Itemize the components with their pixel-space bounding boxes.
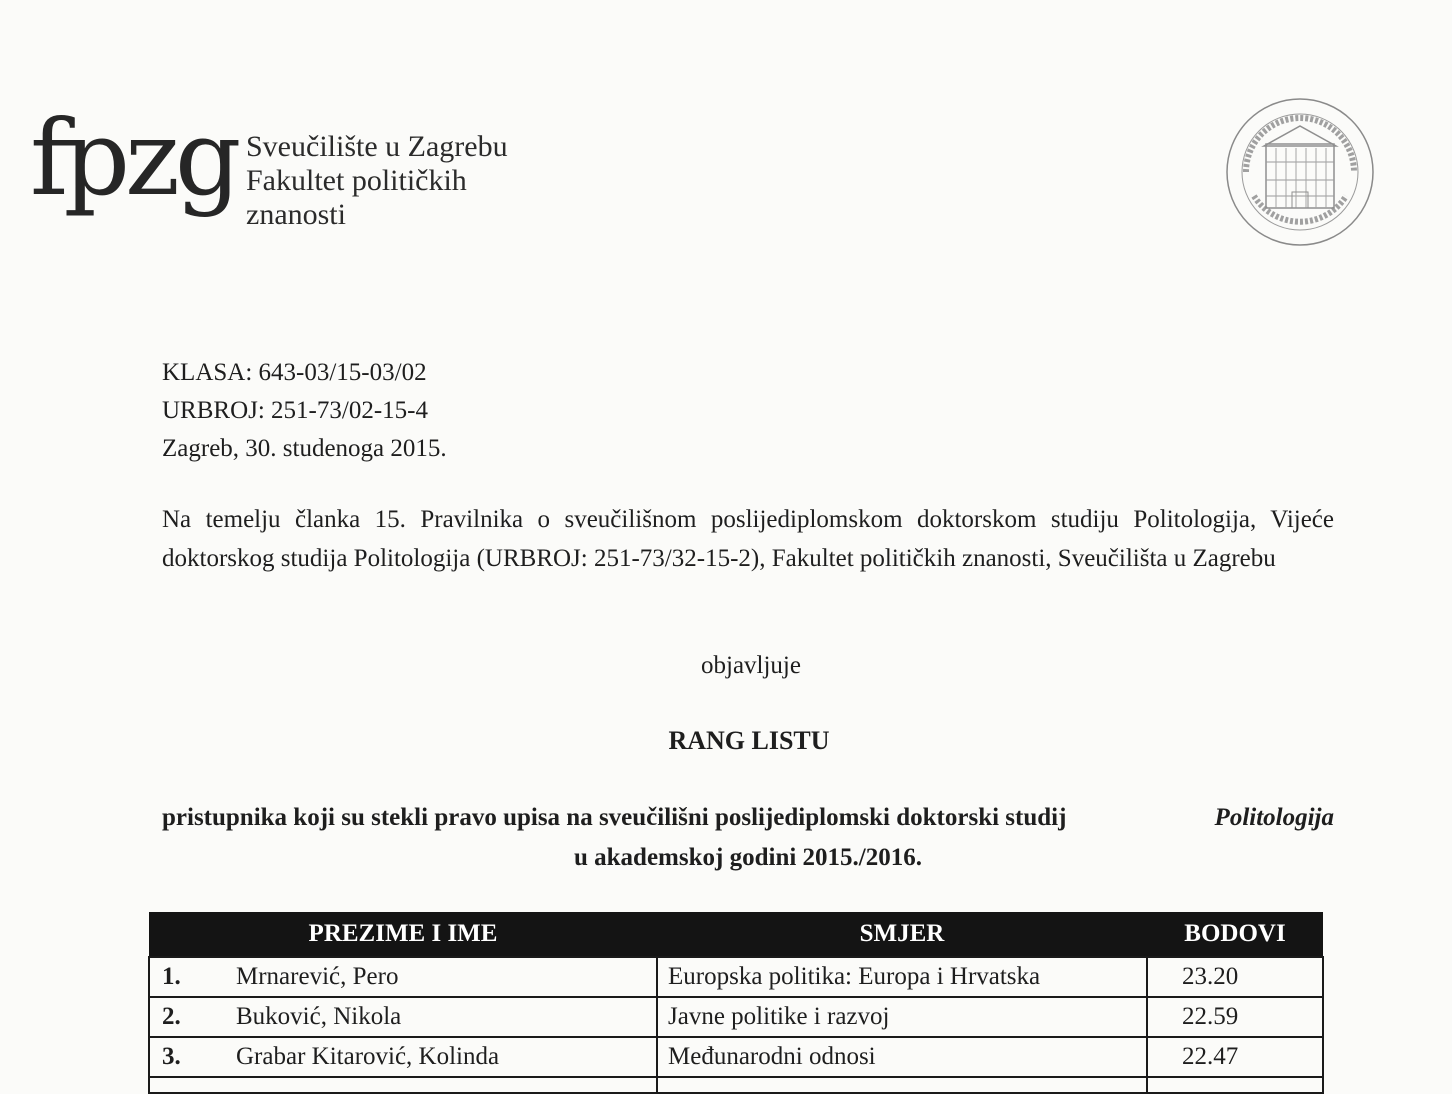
announce-text: objavljuje [701, 652, 801, 679]
row-rank: 2. [149, 997, 226, 1037]
table-row [149, 1037, 1323, 1077]
row-track: Europska politika: Europa i Hrvatska [657, 957, 1147, 997]
place-date: Zagreb, 30. studenoga 2015. [162, 435, 447, 462]
document-meta [162, 354, 447, 468]
row-points: 22.47 [1147, 1037, 1323, 1077]
row-name: Mrnarević, Pero [226, 957, 657, 997]
table-header-row [149, 912, 1323, 957]
institution-name [246, 130, 508, 232]
fpzg-logo: fpzg [30, 97, 237, 219]
university-seal-icon [1224, 96, 1376, 248]
table-row [149, 957, 1323, 997]
row-track: Javne politike i razvoj [657, 997, 1147, 1037]
subheading-year: u akademskoj godini 2015./2016. [574, 844, 922, 871]
document-subheading [162, 798, 1334, 878]
row-track: Međunarodni odnosi [657, 1037, 1147, 1077]
table-row [149, 997, 1323, 1037]
institution-line: znanosti [246, 198, 346, 231]
row-points: 23.20 [1147, 957, 1323, 997]
document-heading: RANG LISTU [668, 726, 830, 755]
urbroj: URBROJ: 251-73/02-15-4 [162, 397, 428, 424]
subheading-italic: Politologija [1214, 804, 1334, 831]
rank-table [148, 912, 1324, 1094]
row-name: Grabar Kitarović, Kolinda [226, 1037, 657, 1077]
row-rank: 3. [149, 1037, 226, 1077]
table-row-cut-off [149, 1077, 1323, 1093]
column-header-track: SMJER [657, 912, 1147, 957]
institution-line: Fakultet političkih [246, 164, 467, 197]
institution-line: Sveučilište u Zagrebu [246, 130, 508, 163]
klasa: KLASA: 643-03/15-03/02 [162, 359, 427, 386]
column-header-points: BODOVI [1147, 912, 1323, 957]
column-header-name: PREZIME I IME [149, 912, 657, 957]
subheading-main: pristupnika koji su stekli pravo upisa na sveučilišni poslijediplomski doktorski studij [162, 804, 1067, 831]
row-rank: 1. [149, 957, 226, 997]
row-points: 22.59 [1147, 997, 1323, 1037]
intro-paragraph: Na temelju članka 15. Pravilnika o sveučilišnom poslijediplomskom doktorskom studiju Politologija, Vijeće doktorskog studija Politologija (URBROJ: 251-73/32-15-2), Fakultet političkih znanosti, Sveučilišta u Zagrebu [162, 506, 1334, 572]
row-name: Buković, Nikola [226, 997, 657, 1037]
